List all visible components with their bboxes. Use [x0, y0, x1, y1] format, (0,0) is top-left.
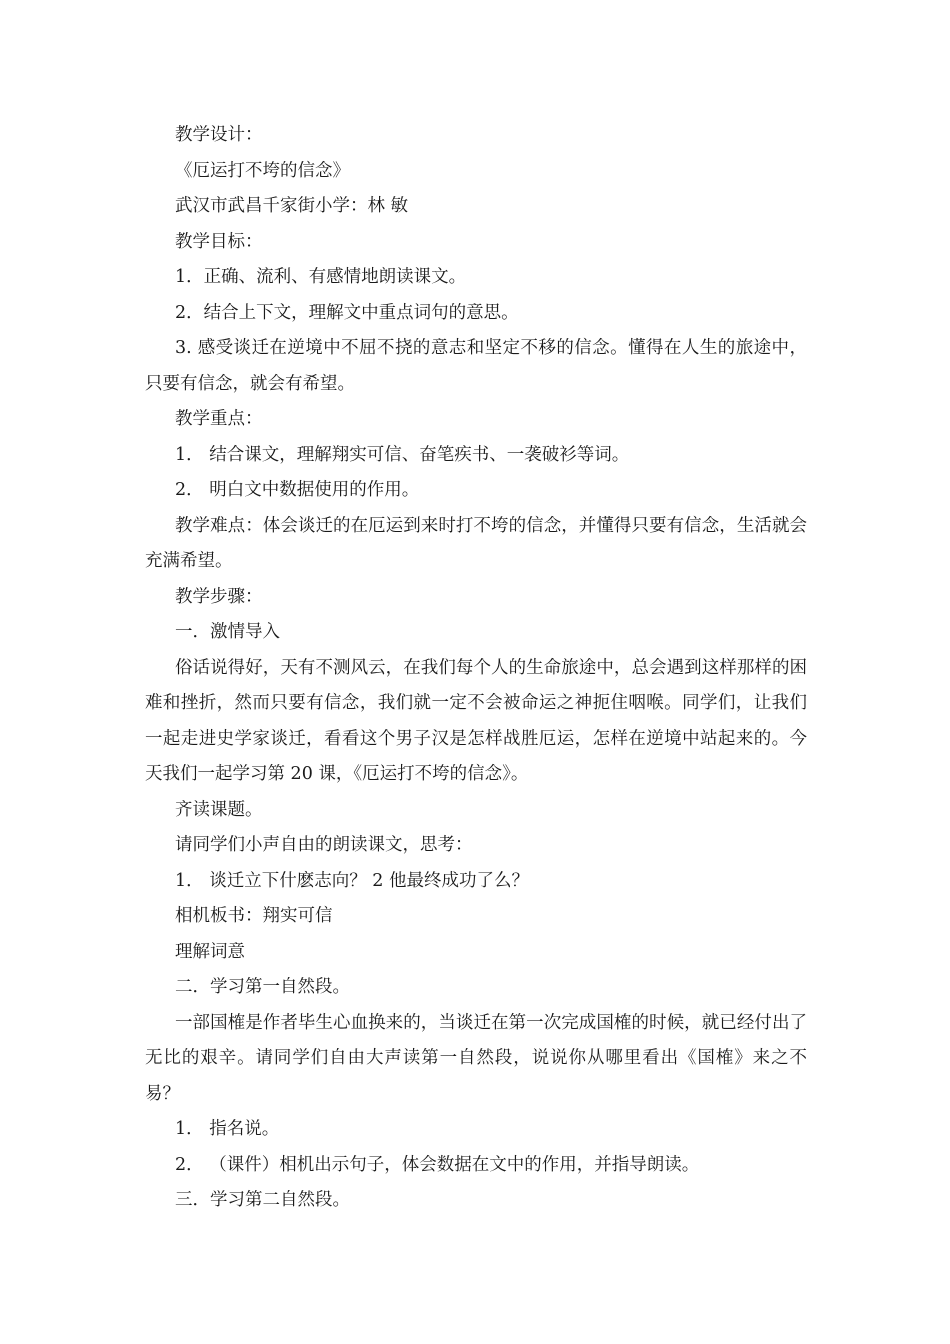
- heading-key-points: 教学重点：: [175, 409, 263, 429]
- step-heading: 二．学习第一自然段。: [175, 977, 350, 997]
- step-heading: 一．激情导入: [175, 622, 280, 642]
- body-paragraph: 请同学们小声自由的朗读课文，思考：: [175, 835, 473, 855]
- objective-item: 3. 感受谈迁在逆境中不屈不挠的意志和坚定不移的信念。懂得在人生的旅途中，只要有信念，就会有希望。: [145, 338, 807, 394]
- objective-item: 1．正确、流利、有感情地朗读课文。: [175, 267, 467, 287]
- body-paragraph: 俗话说得好，天有不测风云，在我们每个人的生命旅途中，总会遇到这样那样的困难和挫折，然而只要有信念，我们就一定不会被命运之神扼住咽喉。同学们，让我们一起走进史学家谈迁，看看这个男子汉是怎样战胜厄运，怎样在逆境中站起来的。今天我们一起学习第 20 课，《厄运打不垮的信念》。: [145, 657, 807, 784]
- document-body: [145, 118, 807, 1219]
- author-line: 武汉市武昌千家街小学：林 敏: [175, 196, 409, 216]
- body-paragraph: 理解词意: [175, 941, 245, 962]
- heading-teaching-design: 教学设计：: [175, 125, 263, 145]
- lesson-title: 《厄运打不垮的信念》: [175, 160, 350, 181]
- key-point-item: 2． 明白文中数据使用的作用。: [175, 480, 420, 500]
- question-item: 1． 谈迁立下什麽志向？ 2 他最终成功了么？: [175, 870, 529, 891]
- body-paragraph: 相机板书：翔实可信: [175, 906, 333, 926]
- body-paragraph: 齐读课题。: [175, 799, 263, 820]
- step-heading: 三．学习第二自然段。: [175, 1190, 350, 1210]
- objective-item: 2．结合上下文，理解文中重点词句的意思。: [175, 302, 519, 323]
- heading-objectives: 教学目标：: [175, 231, 263, 252]
- difficult-points: 教学难点：体会谈迁的在厄运到来时打不垮的信念，并懂得只要有信念，生活就会充满希望。: [145, 515, 807, 571]
- key-point-item: 1． 结合课文，理解翔实可信、奋笔疾书、一袭破衫等词。: [175, 444, 630, 465]
- list-item: 1． 指名说。: [175, 1119, 280, 1139]
- list-item: 2． （课件）相机出示句子，体会数据在文中的作用，并指导朗读。: [175, 1154, 700, 1175]
- heading-steps: 教学步骤：: [175, 586, 263, 607]
- body-paragraph: 一部国榷是作者毕生心血换来的，当谈迁在第一次完成国榷的时候，就已经付出了无比的艰辛。请同学们自由大声读第一自然段，说说你从哪里看出《国榷》来之不易？: [145, 1012, 807, 1104]
